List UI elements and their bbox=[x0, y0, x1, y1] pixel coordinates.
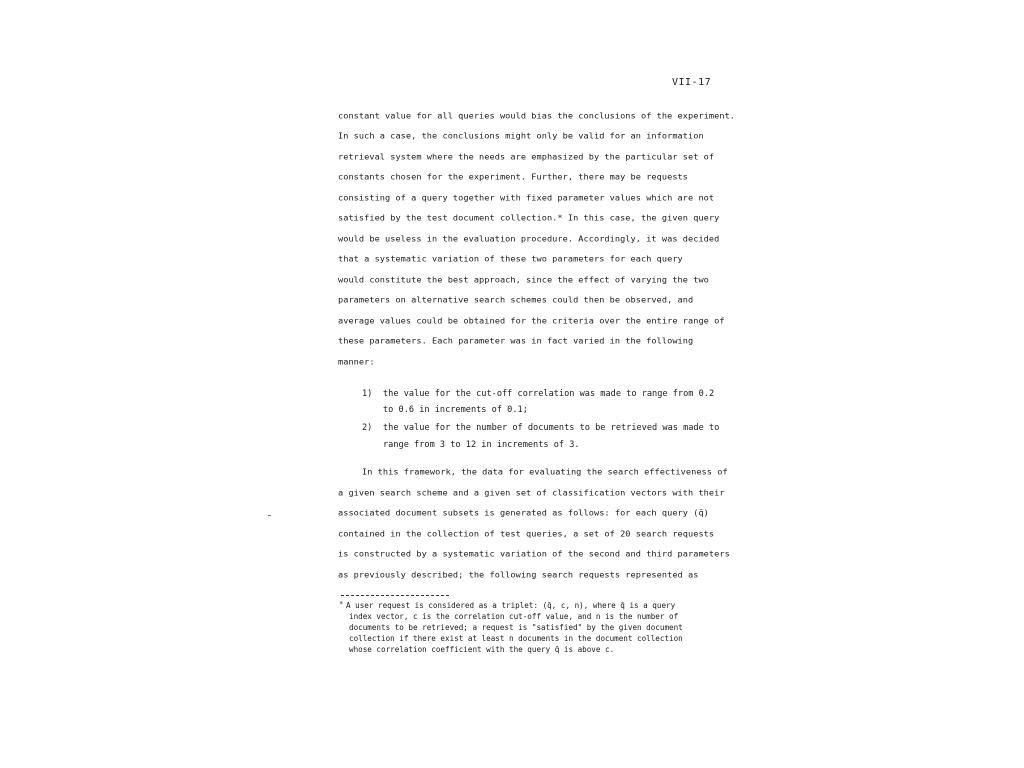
text-line: In such a case, the conclusions might only be valid for an information bbox=[338, 131, 704, 142]
footnote-line: A user request is considered as a triplet: (q̄, c, n), where q̄ is a query bbox=[346, 601, 676, 610]
text-line: contained in the collection of test queries, a set of 20 search requests bbox=[338, 529, 715, 540]
footnote-marker: * bbox=[339, 600, 344, 608]
footnote-line: documents to be retrieved; a request is "satisfied" by the given document bbox=[349, 623, 683, 632]
text-line: consisting of a query together with fixed parameter values which are not bbox=[338, 193, 715, 204]
text-line: parameters on alternative search schemes could then be observed, and bbox=[338, 295, 694, 306]
text-line: average values could be obtained for the criteria over the entire range of bbox=[338, 316, 725, 327]
footnote-line: collection if there exist at least n documents in the document collection bbox=[349, 634, 683, 643]
text-line: satisfied by the test document collection.* In this case, the given query bbox=[338, 213, 720, 224]
text-line: associated document subsets is generated as follows: for each query (q̄) bbox=[338, 508, 709, 519]
text-line: retrieval system where the needs are emphasized by the particular set of bbox=[338, 152, 715, 163]
footnote-divider bbox=[341, 595, 449, 596]
list-item-line: the value for the number of documents to be retrieved was made to bbox=[383, 423, 720, 433]
list-number: 1) bbox=[362, 389, 373, 399]
text-line: constant value for all queries would bias the conclusions of the experiment. bbox=[338, 111, 736, 122]
text-line: is constructed by a systematic variation of the second and third parameters bbox=[338, 549, 730, 560]
list-item-line: range from 3 to 12 in increments of 3. bbox=[383, 440, 580, 450]
footnote-line: whose correlation coefficient with the query q̄ is above c. bbox=[349, 645, 615, 654]
list-item-line: the value for the cut-off correlation was made to range from 0.2 bbox=[383, 389, 715, 399]
text-line: would be useless in the evaluation procedure. Accordingly, it was decided bbox=[338, 234, 720, 245]
text-line: In this framework, the data for evaluating the search effectiveness of bbox=[362, 467, 728, 478]
list-number: 2) bbox=[362, 423, 373, 433]
text-line: constants chosen for the experiment. Further, there may be requests bbox=[338, 172, 688, 183]
text-line: these parameters. Each parameter was in fact varied in the following bbox=[338, 336, 694, 347]
text-line: would constitute the best approach, since the effect of varying the two bbox=[338, 275, 709, 286]
list-item-line: to 0.6 in increments of 0.1; bbox=[383, 405, 528, 415]
footnote-line: index vector, c is the correlation cut-off value, and n is the number of bbox=[349, 612, 679, 621]
page-number: VII-17 bbox=[672, 77, 712, 88]
text-line: a given search scheme and a given set of classification vectors with their bbox=[338, 488, 725, 499]
text-line: manner: bbox=[338, 357, 375, 368]
text-line: that a systematic variation of these two parameters for each query bbox=[338, 254, 683, 265]
text-line: as previously described; the following search requests represented as bbox=[338, 570, 699, 581]
scan-artifact bbox=[268, 515, 271, 516]
